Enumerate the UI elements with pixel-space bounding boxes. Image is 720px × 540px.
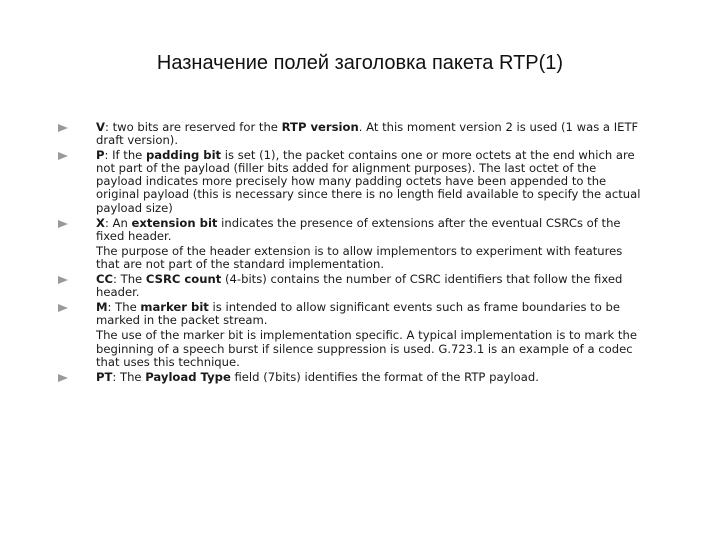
list-item-x-note: [58, 245, 643, 271]
item-text: : The: [113, 272, 146, 287]
arrow-bullet-icon: [58, 276, 68, 284]
slide-title: Назначение полей заголовка пакета RTP(1): [156, 52, 564, 74]
item-text: is set (1), the packet contains one or more octets at the end which are not part of the payload (filler bits added for alignment purposes). The last octet of the payload indicates more precisely how many padding octets have been appended to the original payload (this is necessary since there is no length field available to specify the actual payload size): [96, 148, 641, 215]
item-text: : An: [104, 215, 132, 230]
item-bold: extension bit: [131, 215, 218, 230]
item-text: field (7bits) identifies the format of the RTP payload.: [230, 369, 539, 384]
item-bold: padding bit: [146, 148, 222, 163]
field-label: X: [96, 215, 105, 230]
item-text: : If the: [104, 148, 146, 163]
item-text: : two bits are reserved for the: [104, 120, 282, 134]
field-label: V: [96, 120, 105, 134]
item-bold: marker bit: [140, 300, 209, 315]
list-item-m: [58, 301, 643, 327]
item-text: . At this moment version 2 is used (1 was a IETF draft version).: [96, 120, 639, 148]
arrow-bullet-icon: [58, 374, 68, 382]
item-text: : The: [112, 369, 146, 384]
arrow-bullet-icon: [58, 124, 68, 132]
list-item-p: [58, 149, 643, 214]
field-label: CC: [96, 272, 114, 287]
list-item-v: [58, 121, 643, 147]
item-bold: CSRC count: [145, 272, 222, 287]
list-item-pt: [58, 371, 643, 384]
item-text: : The: [107, 300, 141, 315]
field-label: P: [96, 148, 105, 163]
item-text: (4-bits) contains the number of CSRC identifiers that follow the fixed header.: [96, 272, 623, 300]
arrow-bullet-icon: [58, 152, 68, 160]
item-bold: Payload Type: [145, 369, 231, 384]
arrow-bullet-icon: [58, 220, 68, 228]
list-item-cc: [58, 273, 643, 299]
bullet-list: [58, 121, 643, 386]
item-text: The use of the marker bit is implementation specific. A typical implementation is to mark the beginning of a speech burst if silence suppression is used. G.723.1 is an example of a codec that uses this technique.: [96, 328, 637, 369]
list-item-x: [58, 217, 643, 243]
field-label: M: [96, 300, 108, 315]
item-text: The purpose of the header extension is to allow implementors to experiment with features that are not part of the standard implementation.: [96, 243, 623, 271]
field-label: PT: [96, 369, 113, 384]
arrow-bullet-icon: [58, 304, 68, 312]
item-text: is intended to allow significant events such as frame boundaries to be marked in the packet stream.: [96, 300, 621, 328]
item-bold: RTP version: [281, 120, 359, 134]
list-item-m-note: [58, 329, 643, 368]
item-text: indicates the presence of extensions after the eventual CSRCs of the fixed header.: [96, 215, 621, 243]
